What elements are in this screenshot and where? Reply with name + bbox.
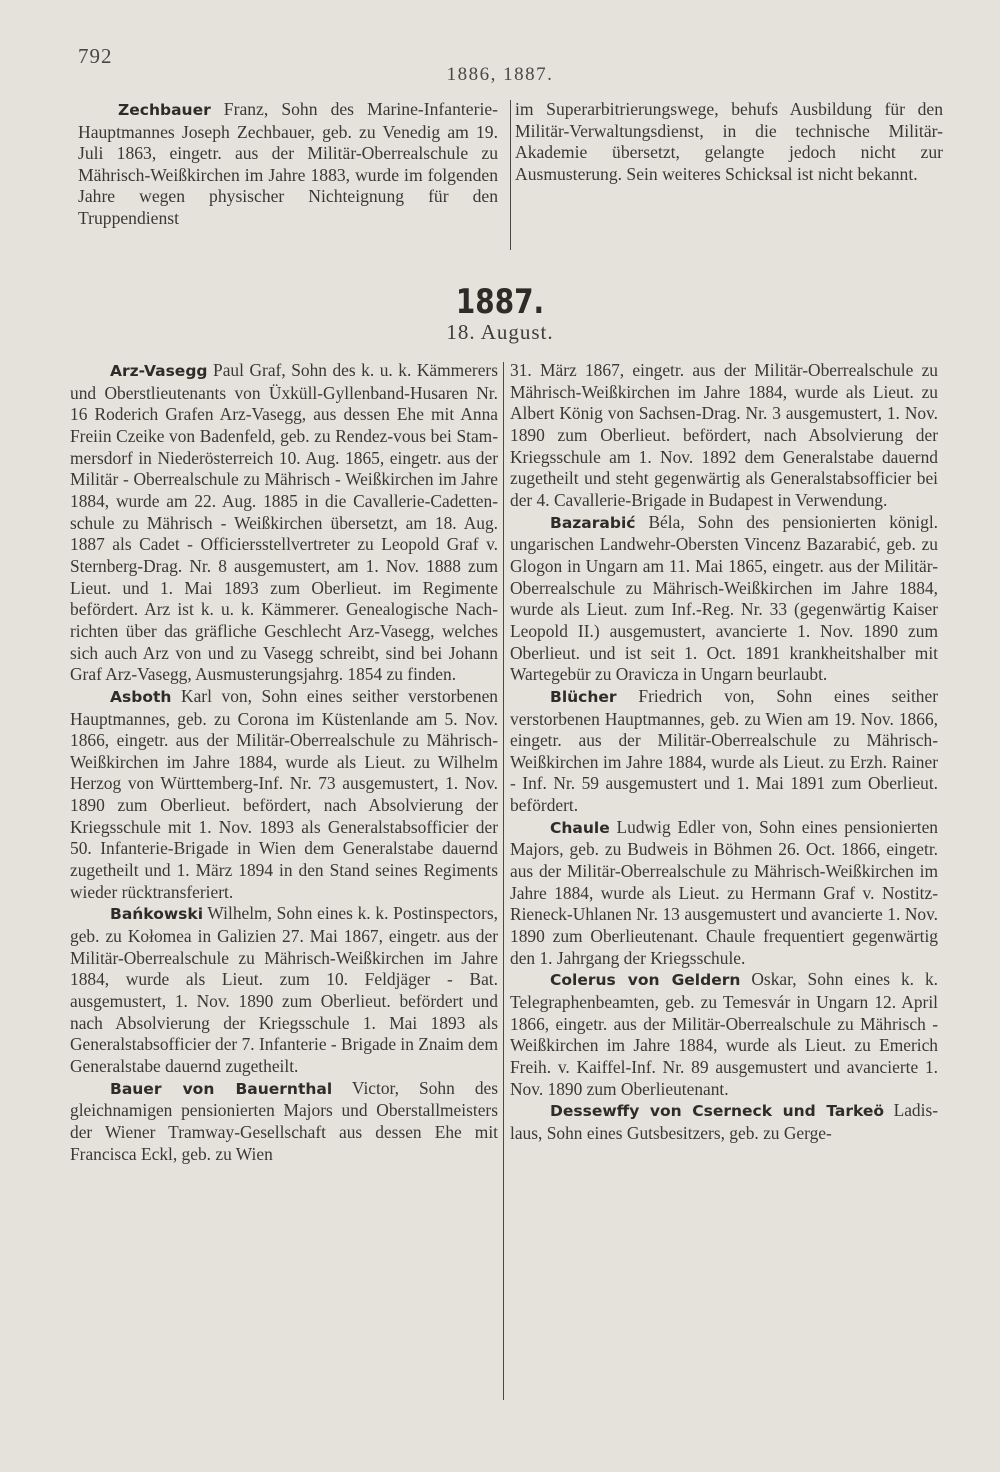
entry-text: Ludwig Edler von, Sohn eines pensionierten Majors, geb. zu Budweis in Böhmen 26. Oct. 1866, eingetr. aus der Militär-Oberrealschule zu Mährisch-Weißkirchen im Jahre 1884, wurde als Lieut. zu Hermann Graf v. Nostitz-Rieneck-Uhlanen Nr. 13 ausgemustert und avancierte 1. Nov. 1890 zum Oberlieutenant. Chaule frequentiert gegenwärtig den 1. Jahrgang der Kriegsschule. (510, 816, 938, 968)
top-left-column (78, 99, 498, 230)
main-right-column (510, 360, 938, 1145)
entry-bauer-cont (510, 360, 938, 512)
entry-name: Arz-Vasegg (110, 362, 208, 380)
entry-text: Ladislaus, Sohn eines Gutsbesitzers, geb. zu Gerge- (510, 1100, 939, 1143)
entry-dessewffy (510, 1100, 938, 1144)
entry-name: Bauer von Bauernthal (110, 1079, 333, 1098)
entry-name: Bańkowski (110, 905, 204, 924)
entry-bluecher (510, 686, 938, 817)
entry-name: Zechbauer (118, 101, 211, 119)
entry-text: Oskar, Sohn eines k. k. Telegraphenbeamten, geb. zu Temesvár in Ungarn 12. April 1866, eingetr. aus der Militär-Oberrealschule zu Mährisch - Weißkirchen im Jahre 1884, wurde als Lieut. zu Emerich Freih. v. Kaiffel-Inf. Nr. 89 ausgemustert und avancierte 1. Nov. 1890 zum Oberlieutenant. (510, 969, 938, 1099)
entry-colerus-von-geldern (510, 969, 938, 1100)
running-head: 1886, 1887. (446, 64, 554, 85)
entry-bauer-von-bauernthal (70, 1078, 498, 1166)
entry-text: 31. März 1867, eingetr. aus der Militär-Oberrealschule zu Mährisch-Weißkirchen im Jahre 1884, wurde als Lieut. zu Albert König von Sachsen-Drag. Nr. 3 ausgemustert, 1. Nov. 1890 zum Oberlieut. befördert, nach Absolvierung der Kriegsschule am 1. Nov. 1892 dem Generalstabe dauernd zugetheilt und steht gegenwärtig als Generalstabsofficier bei der 4. Cavallerie-Brigade in Budapest in Verwendung. (510, 360, 938, 510)
top-right-column (515, 99, 943, 185)
entry-bazarabic (510, 512, 938, 686)
entry-text: Wilhelm, Sohn eines k. k. Postinspectors, geb. zu Kołomea in Galizien 27. Mai 1867, eingetr. aus der Militär-Oberrealschule zu Mährisch-Weißkirchen im Jahre 1884, wurde als Lieut. zum 10. Feldjäger - Bat. ausgemustert, 1. Nov. 1890 zum Oberlieut. befördert und nach Absolvierung der Kriegsschule 1. Mai 1893 als Generalstabsofficier der 7. Infanterie - Brigade in Znaim dem Generalstabe dauernd zugetheilt. (70, 903, 498, 1076)
main-left-column (70, 360, 498, 1165)
entry-name: Asboth (110, 687, 172, 706)
entry-name: Chaule (550, 818, 610, 837)
entry-text: Friedrich von, Sohn eines seither verstorbenen Hauptmannes, geb. zu Wien am 19. Nov. 1866, eingetr. aus der Militär-Oberrealschule zu Mährisch-Weißkirchen im Jahre 1884, wurde als Lieut. zu Erzh. Rainer - Inf. Nr. 59 ausgemustert und 1. Mai 1891 zum Oberlieut. befördert. (510, 685, 938, 816)
column-divider (510, 100, 511, 250)
entry-zechbauer-cont (515, 99, 943, 185)
entry-name: Colerus von Geldern (550, 971, 741, 990)
entry-name: Bazarabić (550, 513, 636, 532)
entry-bankowski (70, 903, 498, 1077)
entry-arz-vasegg (70, 360, 498, 686)
entry-text: Victor, Sohn des gleichnamigen pensionierten Majors und Oberstallmeisters der Wiener Tramway-Gesellschaft aus dessen Ehe mit Francisca Eckl, geb. zu Wien (70, 1077, 499, 1164)
page-number: 792 (78, 44, 113, 68)
entry-text: Franz, Sohn des Marine-Infanterie-Hauptmannes Joseph Zechbauer, geb. zu Venedig am 19. Juli 1863, eingetr. aus der Militär-Oberrealschule zu Mährisch-Weißkirchen im Jahre 1883, wurde im folgenden Jahre wegen physischer Nichteignung für den Truppendienst (78, 99, 498, 228)
entry-asboth (70, 686, 498, 904)
entry-text: Karl von, Sohn eines seither verstorbenen Hauptmannes, geb. zu Corona im Küstenlande am 5. Nov. 1866, eingetr. aus der Militär-Oberrealschule zu Mährisch-Weißkirchen im Jahre 1884, wurde als Lieut. zu Wilhelm Herzog von Württemberg-Inf. Nr. 73 ausgemustert, 1. Nov. 1890 zum Oberlieut. befördert, nach Absolvierung der Kriegsschule mit 1. Nov. 1893 als Generalstabsofficier der 50. Infanterie-Brigade in Wien dem Generalstabe dauernd zugetheilt und 1. März 1894 in den Stand seines Regiments wieder rücktransferiert. (70, 685, 498, 902)
entry-zechbauer (78, 99, 498, 230)
column-divider (503, 362, 504, 1400)
entry-text: Béla, Sohn des pensionierten königl. ungarischen Landwehr-Obersten Vincenz Bazarabić, geb. zu Glogon in Ungarn am 11. Mai 1865, eingetr. aus der Militär-Oberrealschule zu Mährisch-Weißkirchen im Jahre 1884, wurde als Lieut. zum Inf.-Reg. Nr. 33 (gegenwärtig Kaiser Leopold II.) ausgemustert, avancierte 1. Nov. 1890 zum Oberlieut. und ist seit 1. Oct. 1891 krankheitshalber mit Wartegebür zu Oravicza in Ungarn beurlaubt. (510, 511, 938, 685)
entry-chaule (510, 817, 938, 970)
entry-text: Paul Graf, Sohn des k. u. k. Kämmerers und Oberstlieutenants von Üxküll-Gyllenband-Husaren Nr. 16 Roderich Grafen Arz-Vasegg, aus dessen Ehe mit Anna Freiin Czeike von Badenfeld, geb. zu Rendez-vous bei Stammersdorf in Niederösterreich 10. Aug. 1865, eingetr. aus der Militär - Oberrealschule zu Mährisch - Weißkirchen im Jahre 1884, wurde am 22. Aug. 1885 in die Cavallerie-Cadettenschule zu Mährisch - Weißkirchen übersetzt, am 18. Aug. 1887 als Cadet - Officiersstellvertreter zu Leopold Graf v. Sternberg-Drag. Nr. 8 ausgemustert, am 1. Nov. 1888 zum Lieut. und 1. Mai 1893 zum Oberlieut. im Regimente befördert. Arz ist k. u. k. Kämmerer. Genealogische Nachrichten über das gräfliche Geschlecht Arz-Vasegg, welches sich auch Arz von und zu Vasegg schreibt, sind bei Johann Graf Arz-Vasegg, Ausmusterungsjahrg. 1854 zu finden. (70, 360, 498, 685)
entry-name: Blücher (550, 687, 617, 706)
year-heading: 1887. (455, 282, 545, 322)
entry-name: Dessewffy von Cserneck und Tarkeö (550, 1102, 885, 1121)
entry-text: im Superarbitrierungswege, behufs Ausbildung für den Militär-Verwaltungsdienst, in die technische Militär-Akademie übersetzt, gelangte jedoch nicht zur Ausmusterung. Sein weiteres Schicksal ist nicht bekannt. (515, 99, 943, 184)
date-heading: 18. August. (446, 320, 554, 344)
